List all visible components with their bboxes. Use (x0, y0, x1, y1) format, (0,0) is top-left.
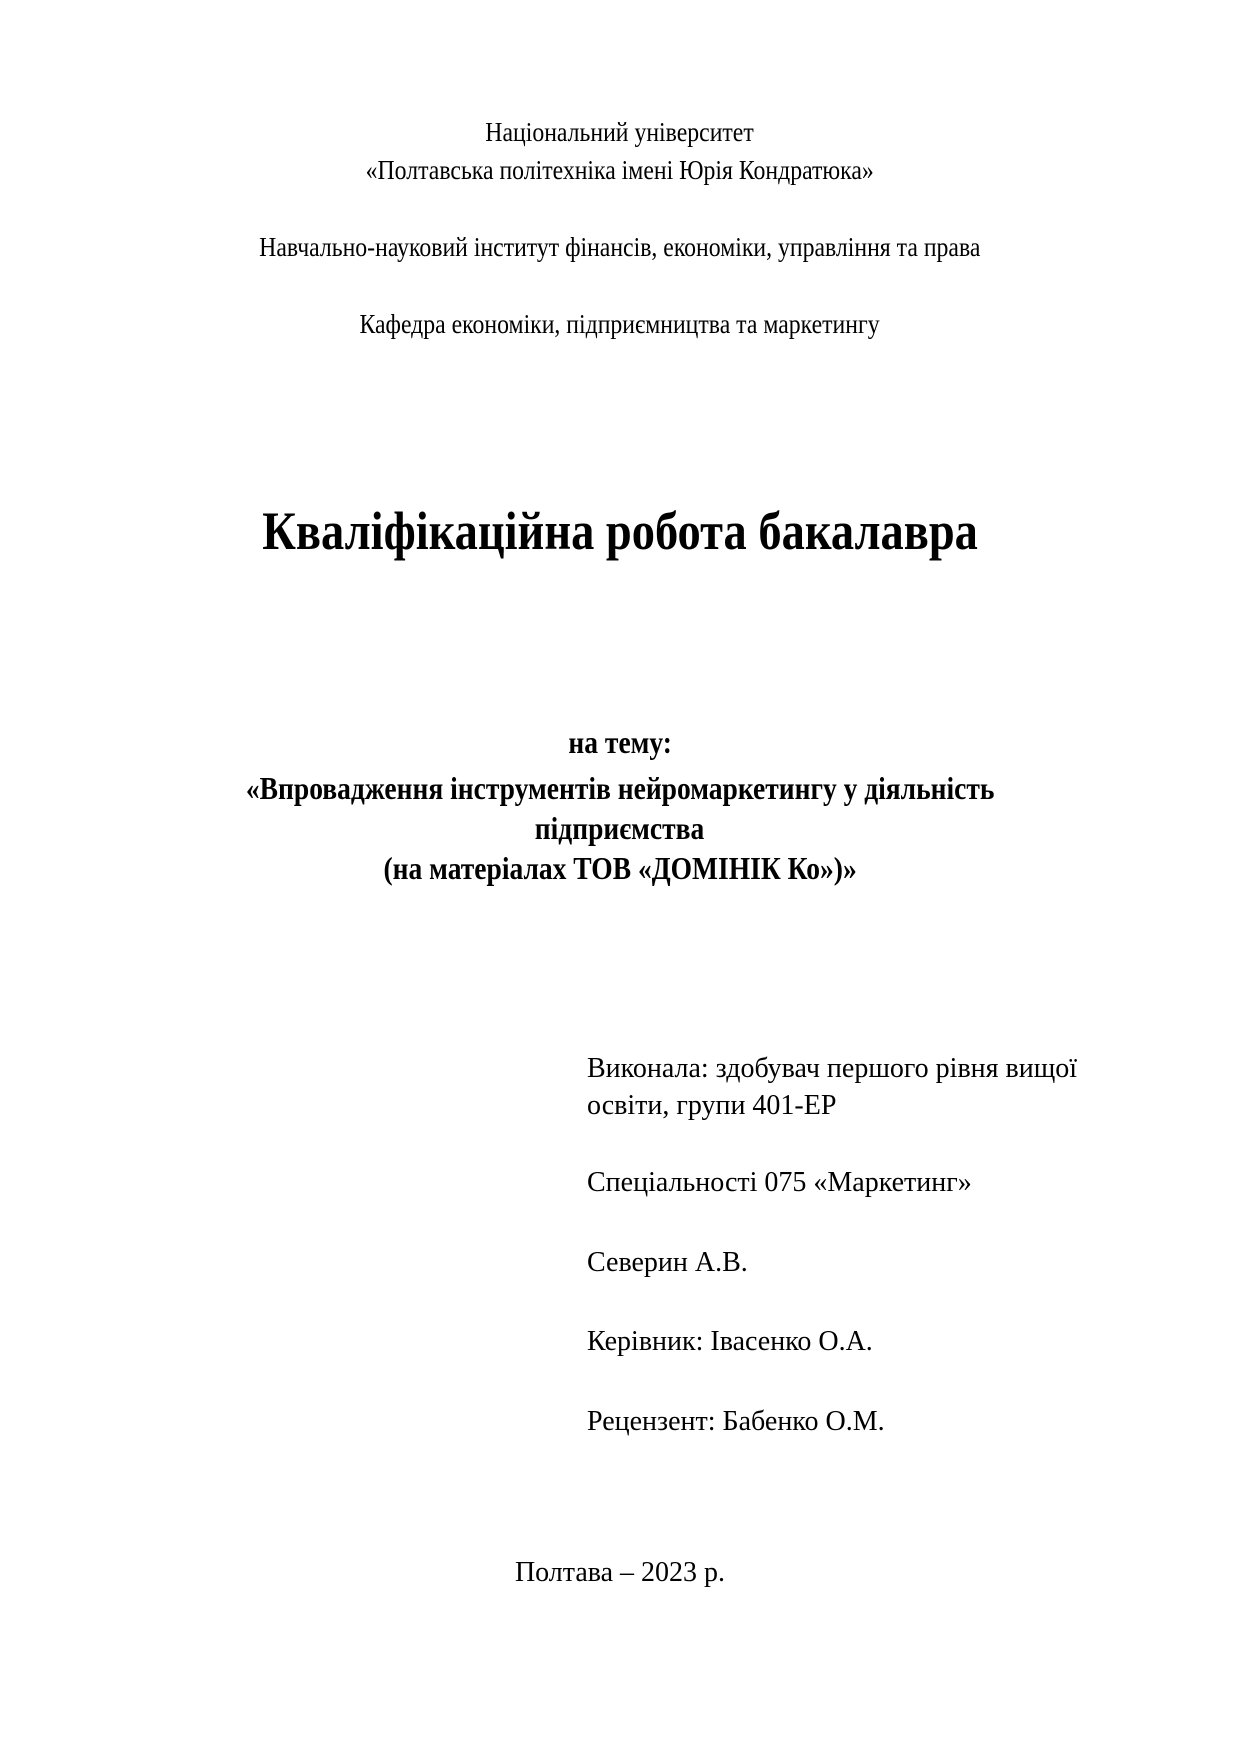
topic-line-3 (0, 850, 1240, 887)
university-name-line1 (0, 117, 1240, 148)
topic-line-3-text: (на матеріалах ТОВ «ДОМІНІК Ко»)» (383, 850, 857, 886)
supervisor: Керівник: Івасенко О.А. (587, 1326, 873, 1357)
department-text: Кафедра економіки, підприємництва та маркетингу (359, 309, 881, 339)
topic-line-2-text: підприємства (535, 810, 705, 846)
performed-by-line2: освіти, групи 401-ЕР (587, 1090, 837, 1121)
performed-by-line1: Виконала: здобувач першого рівня вищої (587, 1053, 1078, 1084)
university-name-text: Національний університет (485, 117, 755, 147)
topic-line-2 (0, 810, 1240, 847)
specialty: Спеціальності 075 «Маркетинг» (587, 1167, 972, 1198)
document-title (0, 500, 1240, 562)
university-full-name-text: «Полтавська політехніка імені Юрія Кондратюка» (365, 155, 875, 185)
topic-label-text: на тему: (568, 724, 672, 760)
institute-text: Навчально-науковий інститут фінансів, економіки, управління та права (259, 232, 981, 262)
city-year: Полтава – 2023 р. (514, 1557, 726, 1588)
topic-label (0, 724, 1240, 761)
institute-name (0, 232, 1240, 263)
university-name-line2 (0, 155, 1240, 186)
topic-line-1-text: «Впровадження інструментів нейромаркетингу у діяльність (245, 770, 995, 806)
document-title-text: Кваліфікаційна робота бакалавра (262, 501, 978, 561)
topic-line-1 (0, 770, 1240, 807)
student-name: Северин А.В. (587, 1247, 748, 1278)
reviewer: Рецензент: Бабенко О.М. (587, 1406, 885, 1437)
department-name (0, 309, 1240, 340)
